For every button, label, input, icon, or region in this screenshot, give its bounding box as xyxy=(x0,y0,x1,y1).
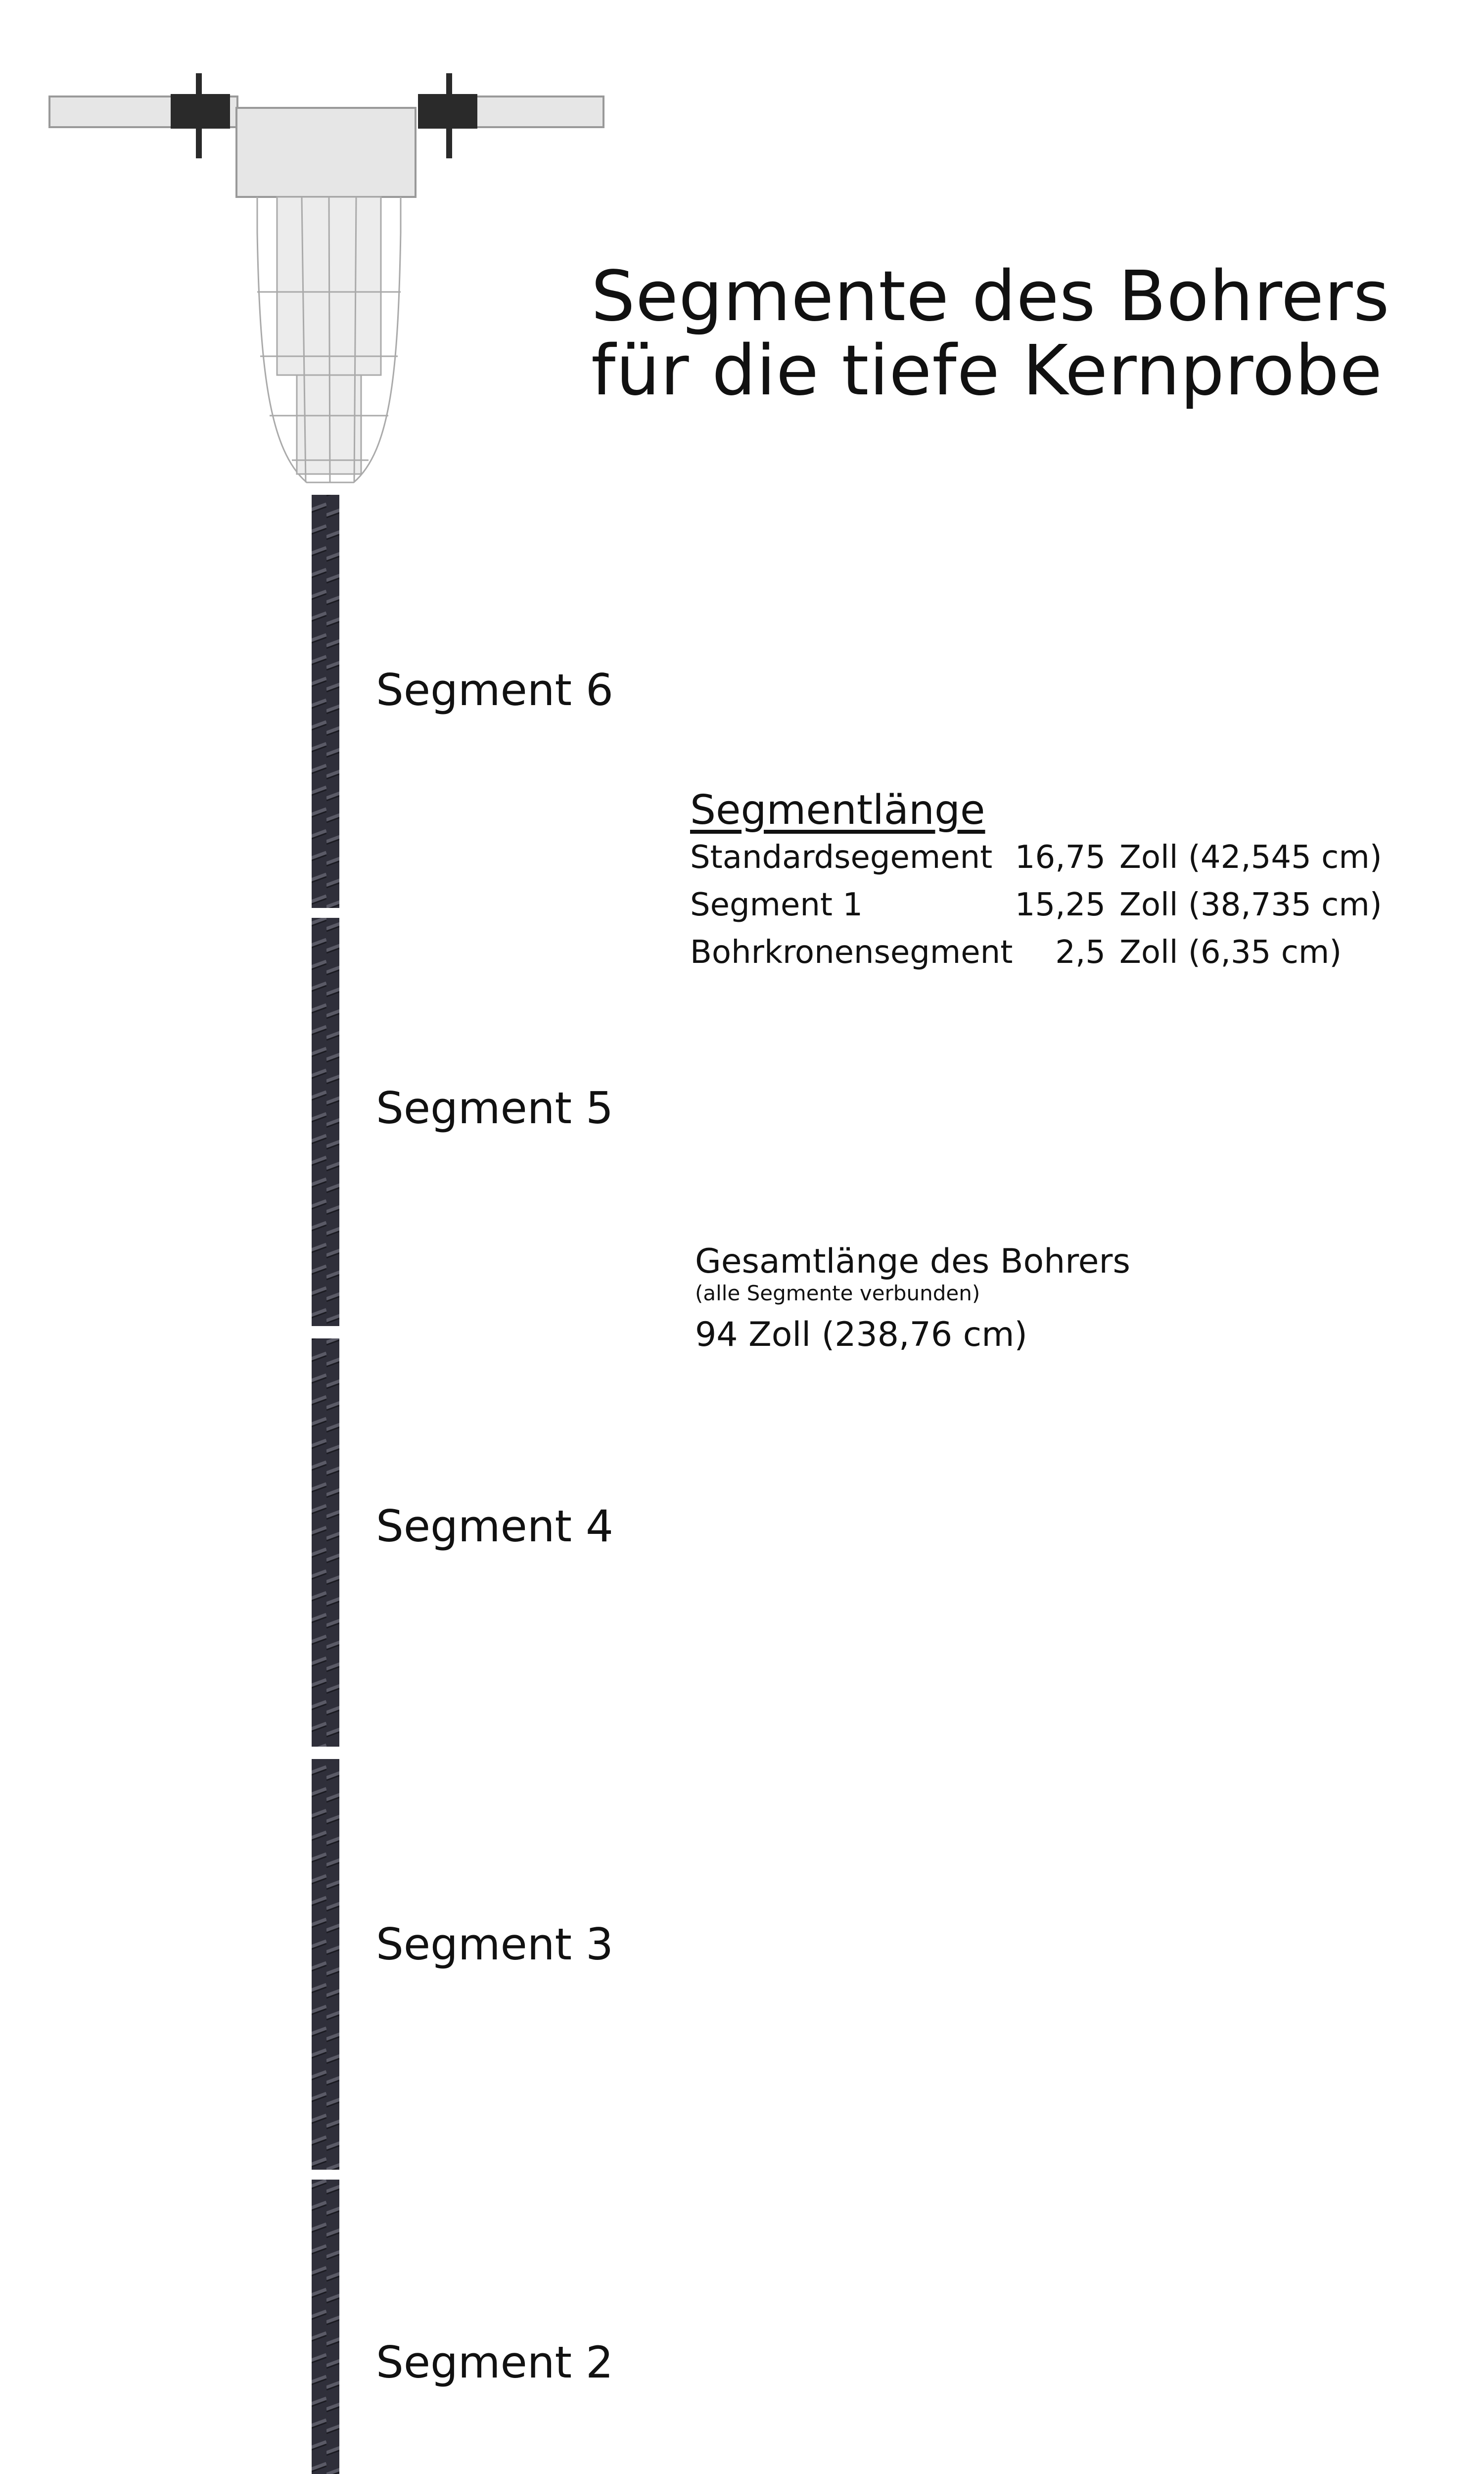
legend-row-name: Bohrkronensegment xyxy=(690,934,1013,971)
legend-row-inches: 15,25 xyxy=(1015,887,1106,923)
segment-label-4 xyxy=(376,1502,613,1551)
drill-segment-5 xyxy=(312,918,339,1326)
segment-label-2 xyxy=(376,2338,613,2387)
legend-heading: Segmentlänge xyxy=(690,787,985,834)
segment-name: Segment 6 xyxy=(376,665,613,715)
drill-segment-3 xyxy=(312,1759,339,2170)
drill-shaft xyxy=(312,495,339,2474)
segment-length-legend xyxy=(690,787,1382,976)
legend-row-inches: 16,75 xyxy=(1015,839,1106,876)
segment-name: Segment 2 xyxy=(376,2337,613,2388)
segment-name: Segment 3 xyxy=(376,1919,613,1970)
segment-name: Segment 5 xyxy=(376,1083,613,1134)
total-length-block xyxy=(695,1242,1130,1354)
handle-pin-left xyxy=(196,73,202,158)
total-length-heading: Gesamtlänge des Bohrers xyxy=(695,1242,1130,1281)
segment-name: Segment 4 xyxy=(376,1501,613,1552)
drill-segment-6 xyxy=(312,495,339,908)
title-line-1: Segmente des Bohrers xyxy=(591,256,1390,337)
handle-hub xyxy=(236,108,416,197)
drill-segment-4 xyxy=(312,1338,339,1747)
handle-pin-right xyxy=(446,73,452,158)
total-length-subheading: (alle Segmente verbunden) xyxy=(695,1281,980,1305)
legend-row xyxy=(690,929,1382,976)
legend-row xyxy=(690,834,1382,881)
legend-row-unit: Zoll (6,35 cm) xyxy=(1119,934,1342,971)
legend-row-unit: Zoll (38,735 cm) xyxy=(1119,887,1382,923)
drill-segment-2 xyxy=(312,2180,339,2474)
legend-row xyxy=(690,881,1382,929)
segment-label-5 xyxy=(376,1084,613,1133)
title-line-2: für die tiefe Kernprobe xyxy=(591,331,1383,411)
legend-row-name: Segment 1 xyxy=(690,887,863,923)
t-handle xyxy=(49,73,603,197)
segment-label-3 xyxy=(376,1920,613,1969)
segment-label-6 xyxy=(376,666,613,715)
legend-row-unit: Zoll (42,545 cm) xyxy=(1119,839,1382,876)
diagram-title xyxy=(591,256,1390,411)
legend-row-inches: 2,5 xyxy=(1055,934,1106,971)
legend-row-name: Standardsegement xyxy=(690,839,993,876)
total-length-value: 94 Zoll (238,76 cm) xyxy=(695,1315,1027,1354)
hopper-cage xyxy=(257,197,401,482)
